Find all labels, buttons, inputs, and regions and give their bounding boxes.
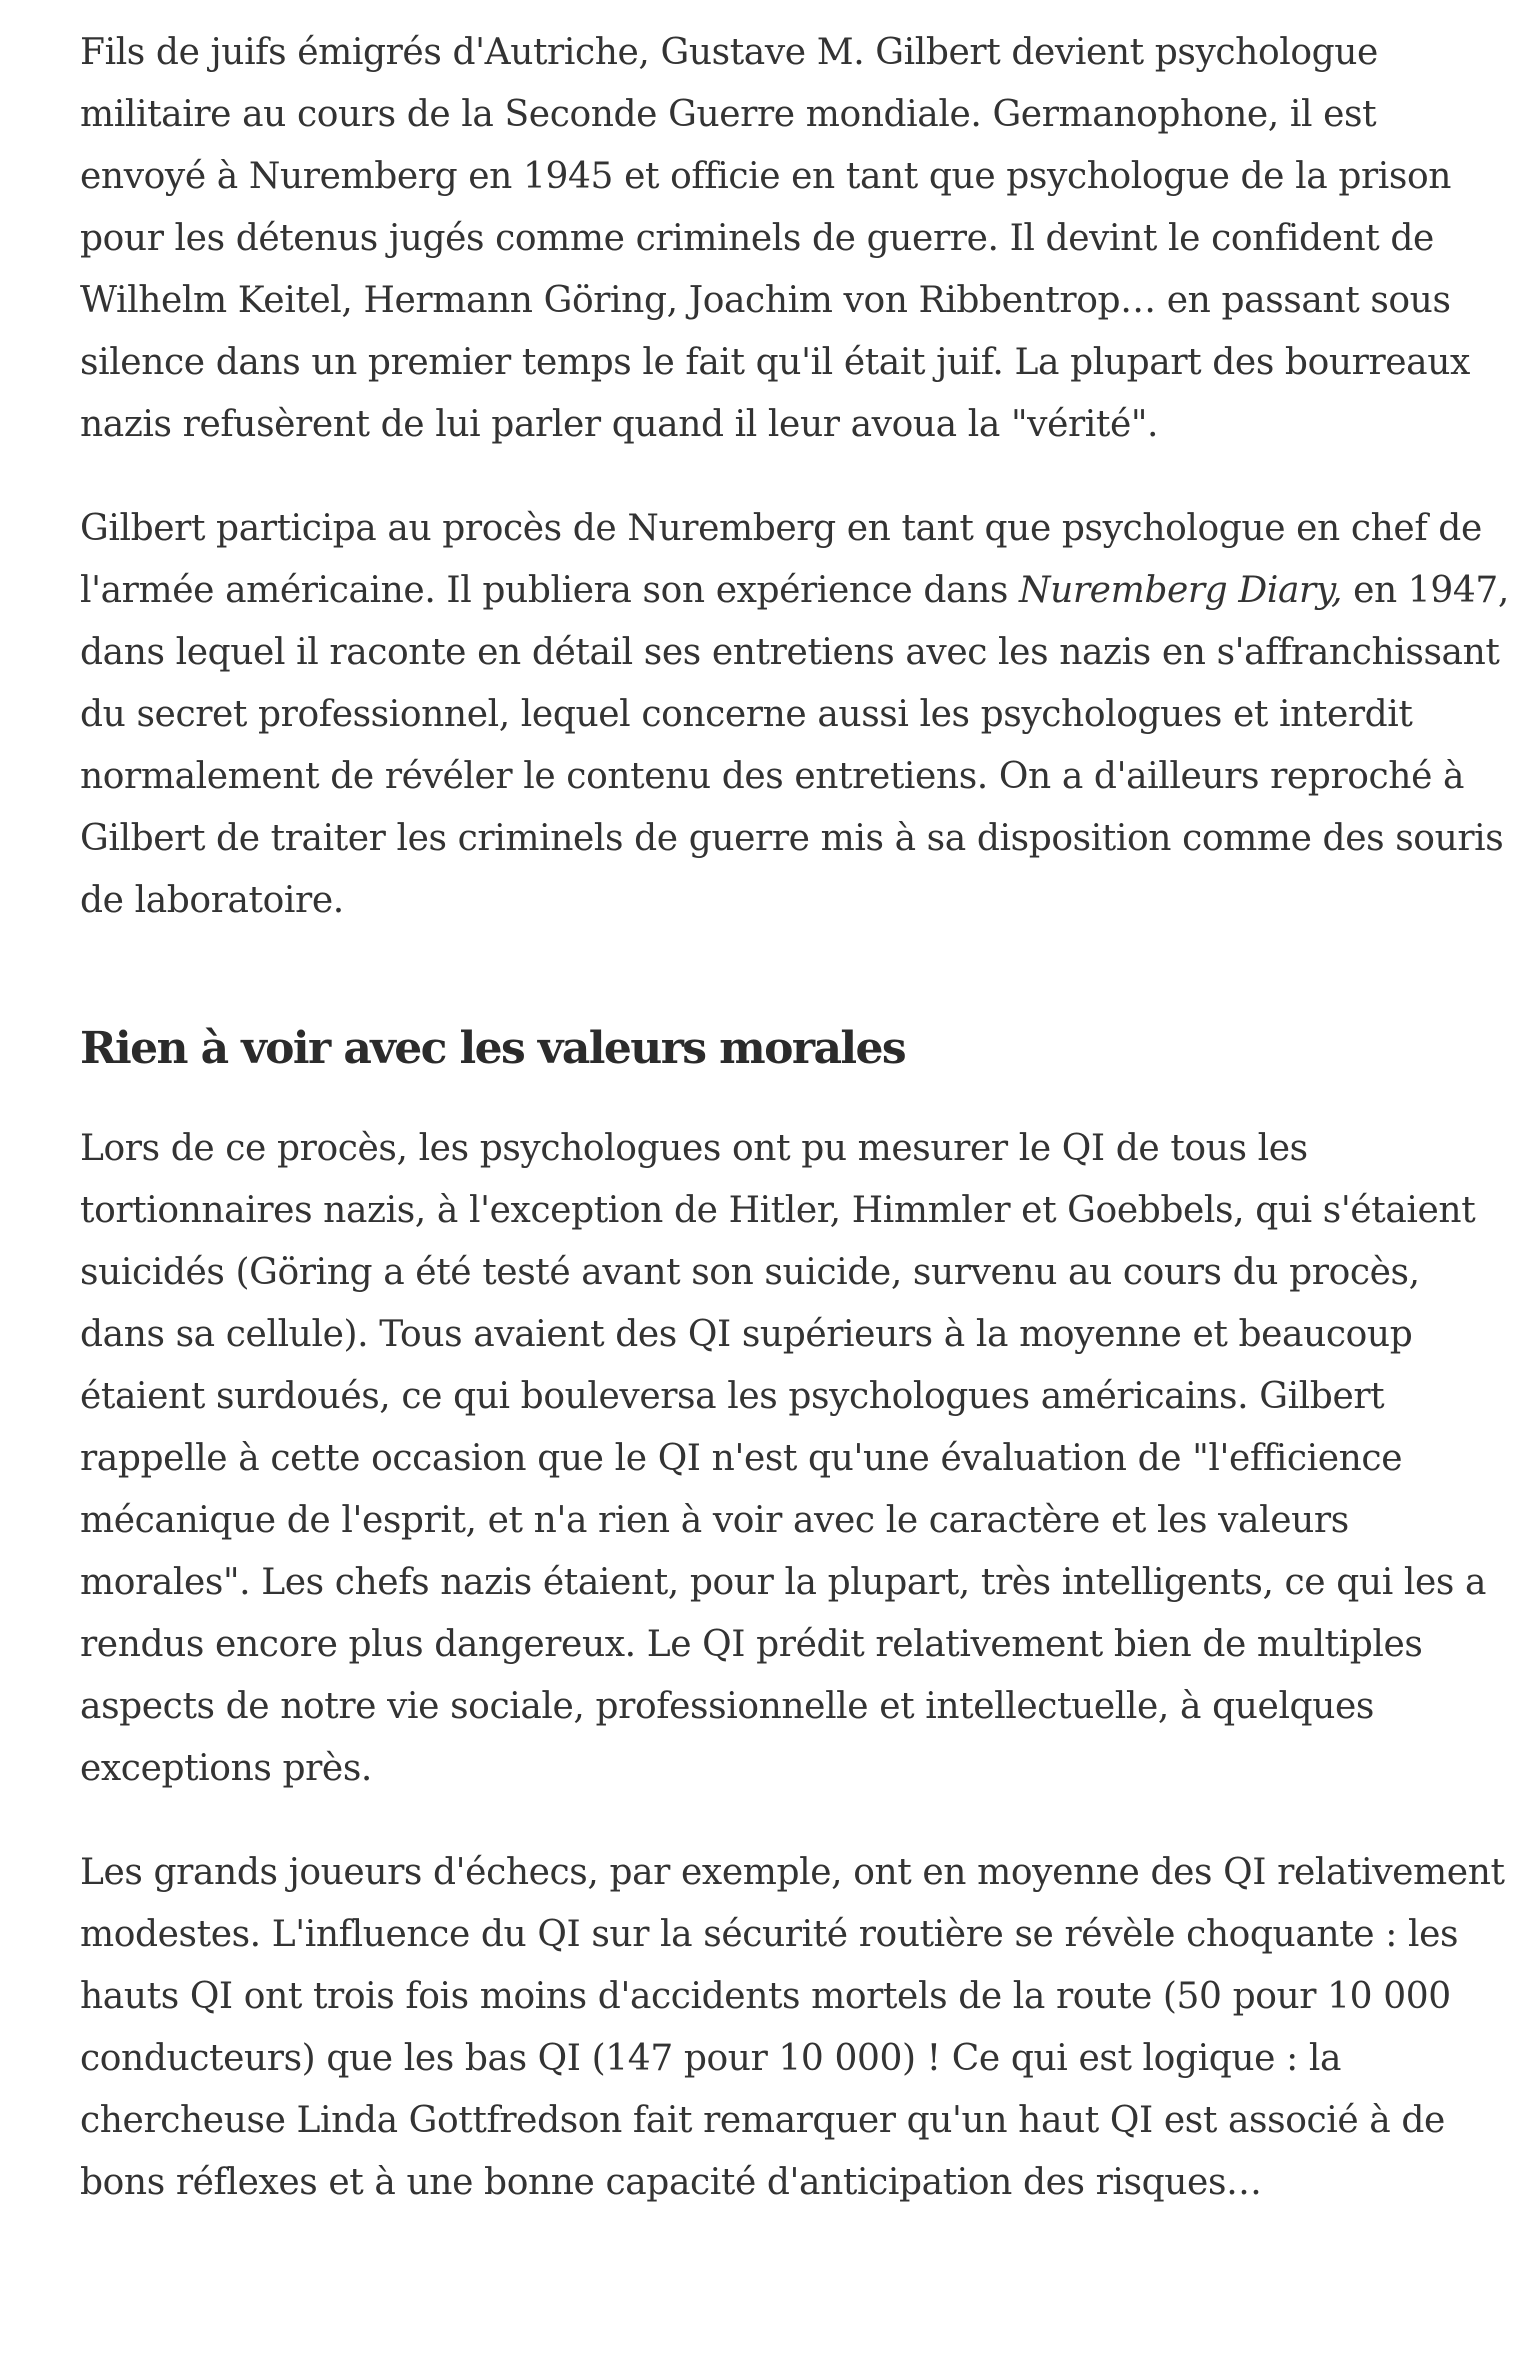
paragraph-text: Gilbert participa au procès de Nuremberg en tant que psychologue en chef de l'armée américaine. Il publiera son expérience dans <box>80 508 1482 611</box>
article-paragraph: Les grands joueurs d'échecs, par exemple, ont en moyenne des QI relativement modestes. L'influence du QI sur la sécurité routière se révèle choquante : les hauts QI ont trois fois moins d'accidents mortels de la route (50 pour 10 000 conducteurs) que les bas QI (147 pour 10 000) ! Ce qui est logique : la chercheuse Linda Gottfredson fait remarquer qu'un haut QI est associé à de bons réflexes et à une bonne capacité d'anticipation des risques… <box>80 1852 1505 2203</box>
article-paragraph: Lors de ce procès, les psychologues ont pu mesurer le QI de tous les tortionnaires nazis, à l'exception de Hitler, Himmler et Goebbels, qui s'étaient suicidés (Göring a été testé avant son suicide, survenu au cours du procès, dans sa cellule). Tous avaient des QI supérieurs à la moyenne et beaucoup étaient surdoués, ce qui bouleversa les psychologues américains. Gilbert rappelle à cette occasion que le QI n'est qu'une évaluation de "l'efficience mécanique de l'esprit, et n'a rien à voir avec le caractère et les valeurs morales". Les chefs nazis étaient, pour la plupart, très intelligents, ce qui les a rendus encore plus dangereux. Le QI prédit relativement bien de multiples aspects de notre vie sociale, professionnelle et intellectuelle, à quelques exceptions près. <box>80 1128 1487 1789</box>
paragraph-text: en 1947, dans lequel il raconte en détail ses entretiens avec les nazis en s'affranchissant du secret professionnel, lequel concerne aussi les psychologues et interdit normalement de révéler le contenu des entretiens. On a d'ailleurs reproché à Gilbert de traiter les criminels de guerre mis à sa disposition comme des souris de laboratoire. <box>80 570 1509 921</box>
article-paragraph: Fils de juifs émigrés d'Autriche, Gustave M. Gilbert devient psychologue militaire au cours de la Seconde Guerre mondiale. Germanophone, il est envoyé à Nuremberg en 1945 et officie en tant que psychologue de la prison pour les détenus jugés comme criminels de guerre. Il devint le confident de Wilhelm Keitel, Hermann Göring, Joachim von Ribbentrop… en passant sous silence dans un premier temps le fait qu'il était juif. La plupart des bourreaux nazis refusèrent de lui parler quand il leur avoua la "vérité". <box>80 32 1470 445</box>
article-paragraph <box>80 498 1510 932</box>
book-title: Nuremberg Diary, <box>1018 570 1343 611</box>
section-heading: Rien à voir avec les valeurs morales <box>80 1023 906 1074</box>
article-body <box>80 22 1510 2214</box>
